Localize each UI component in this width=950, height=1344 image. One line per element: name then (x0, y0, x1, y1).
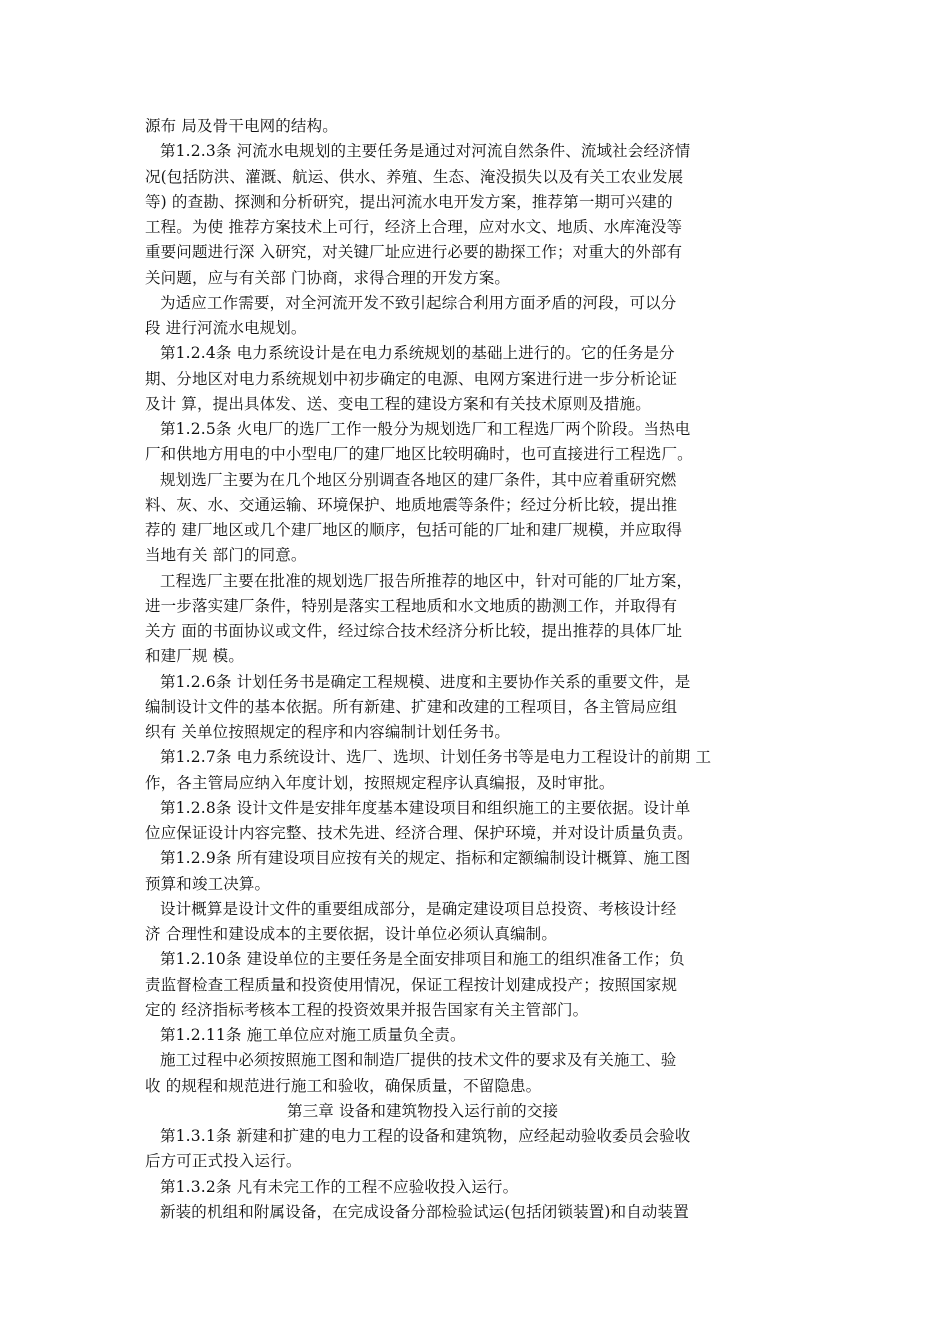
text-line: 位应保证设计内容完整、技术先进、经济合理、保护环境，并对设计质量负责。 (145, 824, 693, 842)
article-line: 第1.2.6条 计划任务书是确定工程规模、进度和主要协作关系的重要文件，是 (160, 672, 691, 691)
text-line: 当地有关 部门的同意。 (145, 546, 307, 565)
text-line: 和建厂规 模。 (145, 647, 244, 666)
text-line: 关问题，应与有关部 门协商，求得合理的开发方案。 (145, 268, 511, 287)
paragraph-line: 为适应工作需要，对全河流开发不致引起综合利用方面矛盾的河段，可以分 (160, 293, 677, 312)
paragraph-line: 规划选厂主要为在几个地区分别调查各地区的建厂条件，其中应着重研究燃 (160, 470, 677, 489)
article-line: 第1.2.10条 建设单位的主要任务是全面安排项目和施工的组织准备工作；负 (160, 950, 685, 969)
text-line: 段 进行河流水电规划。 (145, 319, 307, 337)
text-line: 源布 局及骨干电网的结构。 (145, 117, 338, 135)
paragraph-line: 设计概算是设计文件的重要组成部分，是确定建设项目总投资、考核设计经 (160, 899, 677, 918)
chapter-heading: 第三章 设备和建筑物投入运行前的交接 (287, 1101, 559, 1120)
paragraph-line: 新装的机组和附属设备，在完成设备分部检验试运(包括闭锁装置)和自动装置 (160, 1202, 689, 1221)
paragraph-line: 施工过程中必须按照施工图和制造厂提供的技术文件的要求及有关施工、验 (160, 1051, 677, 1070)
text-line: 厂和供地方用电的中小型电厂的建厂地区比较明确时，也可直接进行工程选厂。 (145, 445, 693, 464)
article-line: 第1.2.5条 火电厂的选厂工作一般分为规划选厂和工程选厂两个阶段。当热电 (160, 420, 691, 438)
text-line: 重要问题进行深 入研究，对关键厂址应进行必要的勘探工作；对重大的外部有 (145, 243, 683, 262)
article-line: 第1.2.7条 电力系统设计、选厂、选坝、计划任务书等是电力工程设计的前期 工 (160, 748, 712, 767)
text-line: 预算和竣工决算。 (145, 874, 271, 893)
text-line: 进一步落实建厂条件，特别是落实工程地质和水文地质的勘测工作，并取得有 (145, 596, 678, 615)
article-line: 第1.2.4条 电力系统设计是在电力系统规划的基础上进行的。它的任务是分 (160, 344, 675, 363)
article-line: 第1.2.11条 施工单位应对施工质量负全责。 (160, 1026, 466, 1044)
text-line: 作，各主管局应纳入年度计划，按照规定程序认真编报，及时审批。 (145, 773, 615, 792)
text-line: 期、分地区对电力系统规划中初步确定的电源、电网方案进行进一步分析论证 (145, 369, 678, 388)
article-line: 第1.2.8条 设计文件是安排年度基本建设项目和组织施工的主要依据。设计单 (160, 798, 691, 817)
text-line: 织有 关单位按照规定的程序和内容编制计划任务书。 (145, 723, 511, 741)
text-line: 及计 算，提出具体发、送、变电工程的建设方案和有关技术原则及措施。 (145, 394, 651, 413)
text-line: 料、灰、水、交通运输、环境保护、地质地震等条件；经过分析比较，提出推 (145, 495, 678, 514)
article-line: 第1.2.9条 所有建设项目应按有关的规定、指标和定额编制设计概算、施工图 (160, 849, 691, 868)
article-line: 第1.2.3条 河流水电规划的主要任务是通过对河流自然条件、流域社会经济情 (160, 142, 691, 161)
text-line: 等) 的查勘、探测和分析研究，提出河流水电开发方案，推荐第一期可兴建的 (145, 192, 673, 211)
text-line: 关方 面的书面协议或文件，经过综合技术经济分析比较，提出推荐的具体厂址 (145, 622, 683, 640)
text-line: 定的 经济指标考核本工程的投资效果并报告国家有关主管部门。 (145, 1000, 589, 1019)
text-line: 后方可正式投入运行。 (145, 1152, 302, 1171)
article-line: 第1.3.2条 凡有未完工作的工程不应验收投入运行。 (160, 1177, 519, 1196)
text-line: 责监督检查工程质量和投资使用情况，保证工程按计划建成投产；按照国家规 (145, 975, 678, 994)
text-line: 收 的规程和规范进行施工和验收，确保质量，不留隐患。 (145, 1076, 542, 1095)
paragraph-line: 工程选厂主要在批准的规划选厂报告所推荐的地区中，针对可能的厂址方案， (160, 571, 693, 590)
text-line: 工程。为使 推荐方案技术上可行，经济上合理，应对水文、地质、水库淹没等 (145, 218, 683, 236)
article-line: 第1.3.1条 新建和扩建的电力工程的设备和建筑物，应经起动验收委员会验收 (160, 1127, 691, 1145)
text-line: 荐的 建厂地区或几个建厂地区的顺序，包括可能的厂址和建厂规模，并应取得 (145, 521, 683, 539)
text-line: 况(包括防洪、灌溉、航运、供水、养殖、生态、淹没损失以及有关工农业发展 (145, 167, 684, 186)
text-line: 济 合理性和建设成本的主要依据，设计单位必须认真编制。 (145, 925, 557, 943)
document-body (145, 114, 727, 1225)
text-line: 编制设计文件的基本依据。所有新建、扩建和改建的工程项目，各主管局应组 (145, 697, 678, 716)
